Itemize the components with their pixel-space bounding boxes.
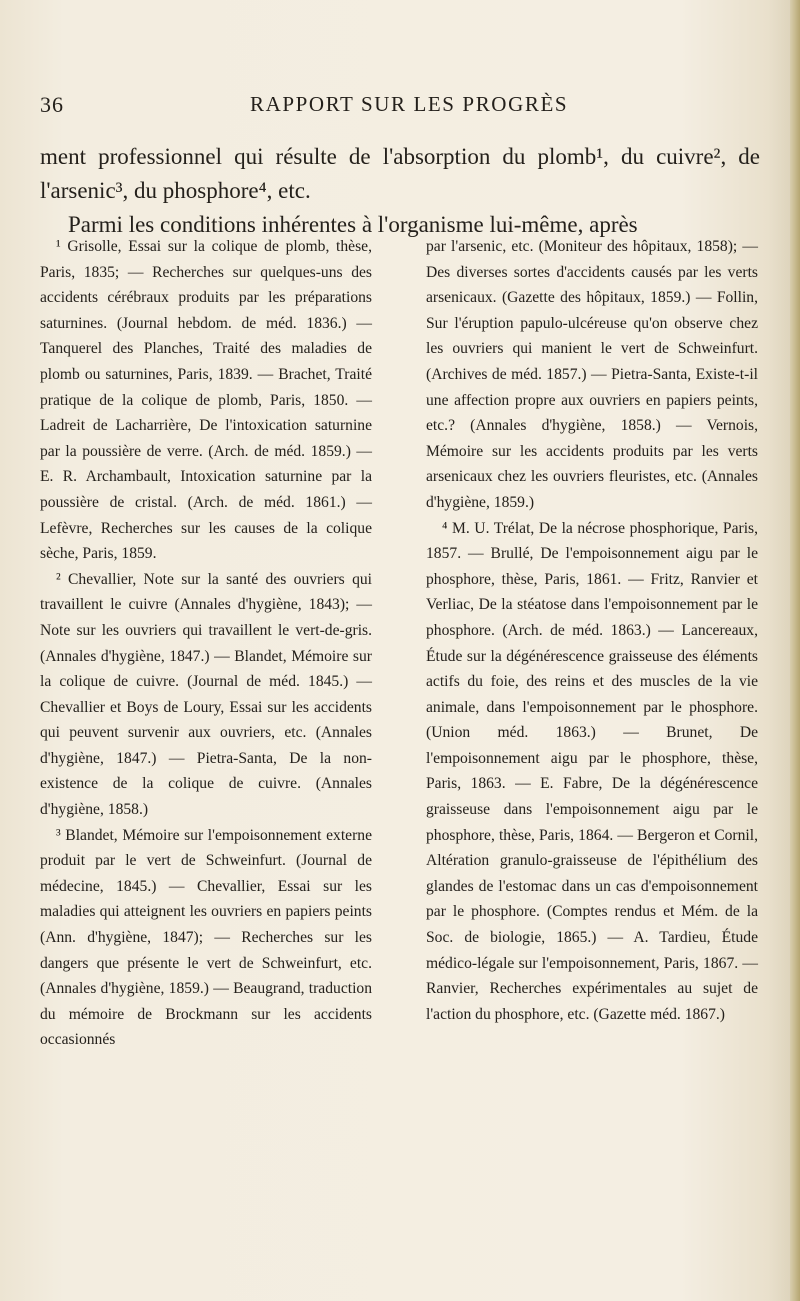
paragraph-continuation: ment professionnel qui résulte de l'absorption du plomb¹, du cuivre², de l'arsenic³, du phosphore⁴, etc. bbox=[40, 144, 760, 203]
footnote-3-continued: par l'arsenic, etc. (Moniteur des hôpitaux, 1858); — Des diverses sortes d'accidents causés par les verts arsenicaux. (Gazette des hôpitaux, 1859.) — Follin, Sur l'éruption papulo-ulcéreuse qu'on observe chez les ouvriers qui manient le vert de Schweinfurt. (Archives de méd. 1857.) — Pietra-Santa, Existe-t-il une affection propre aux ouvriers en papiers peints, etc.? (Annales d'hygiène, 1858.) — Vernois, Mémoire sur les accidents produits par les verts arsenicaux chez les ouvriers fleuristes, etc. (Annales d'hygiène, 1859.) bbox=[426, 238, 758, 511]
footnotes-left-column bbox=[40, 234, 372, 1053]
footnote-3: ³ Blandet, Mémoire sur l'empoisonnement externe produit par le vert de Schweinfurt. (Journal de médecine, 1845.) — Chevallier, Essai sur les maladies qui atteignent les ouvriers en papiers peints (Ann. d'hygiène, 1847); — Recherches sur les dangers que présente le vert de Schweinfurt, etc. (Annales d'hygiène, 1859.) — Beaugrand, traduction du mémoire de Brockmann sur les accidents occasionnés bbox=[40, 826, 372, 1049]
footnotes-right-column bbox=[426, 234, 758, 1027]
footnote-1: ¹ Grisolle, Essai sur la colique de plomb, thèse, Paris, 1835; — Recherches sur quelques-uns des accidents cérébraux produits par les préparations saturnines. (Journal hebdom. de méd. 1836.) — Tanquerel des Planches, Traité des maladies de plomb ou saturnines, Paris, 1839. — Brachet, Traité pratique de la colique de plomb, Paris, 1850. — Ladreit de Lacharrière, De l'intoxication saturnine par la poussière de verre. (Arch. de méd. 1859.) — E. R. Archambault, Intoxication saturnine par la poussière de cristal. (Arch. de méd. 1861.) — Lefèvre, Recherches sur les causes de la colique sèche, Paris, 1859. bbox=[40, 238, 372, 563]
main-text bbox=[40, 140, 760, 242]
running-title: RAPPORT SUR LES PROGRÈS bbox=[250, 92, 569, 116]
page-header bbox=[0, 92, 800, 122]
page-number: 36 bbox=[40, 92, 64, 117]
paragraph-conditions: Parmi les conditions inhérentes à l'organisme lui-même, après bbox=[68, 212, 638, 237]
page-edge bbox=[790, 0, 800, 1301]
footnote-2: ² Chevallier, Note sur la santé des ouvriers qui travaillent le cuivre (Annales d'hygiène, 1843); — Note sur les ouvriers qui travaillent le vert-de-gris. (Annales d'hygiène, 1847.) — Blandet, Mémoire sur la colique de cuivre. (Journal de méd. 1845.) — Chevallier et Boys de Loury, Essai sur les accidents qui peuvent survenir aux ouvriers, etc. (Annales d'hygiène, 1847.) — Pietra-Santa, De la non-existence de la colique de cuivre. (Annales d'hygiène, 1858.) bbox=[40, 570, 372, 819]
footnote-4: ⁴ M. U. Trélat, De la nécrose phosphorique, Paris, 1857. — Brullé, De l'empoisonnement aigu par le phosphore, thèse, Paris, 1861. — Fritz, Ranvier et Verliac, De la stéatose dans l'empoisonnement par le phosphore. (Arch. de méd. 1863.) — Lancereaux, Étude sur la dégénérescence graisseuse des éléments actifs du foie, des reins et des muscles de la vie animale, dans l'empoisonnement par le phosphore. (Union méd. 1863.) — Brunet, De l'empoisonnement aigu par le phosphore, thèse, Paris, 1863. — E. Fabre, De la dégénérescence graisseuse dans l'empoisonnement aigu par le phosphore, thèse, Paris, 1864. — Bergeron et Cornil, Altération granulo-graisseuse de l'épithélium des glandes de l'estomac dans un cas d'empoisonnement par le phosphore. (Comptes rendus et Mém. de la Soc. de biologie, 1865.) — A. Tardieu, Étude médico-légale sur l'empoisonnement, Paris, 1867. — Ranvier, Recherches expérimentales au sujet de l'action du phosphore, etc. (Gazette méd. 1867.) bbox=[426, 519, 758, 1023]
